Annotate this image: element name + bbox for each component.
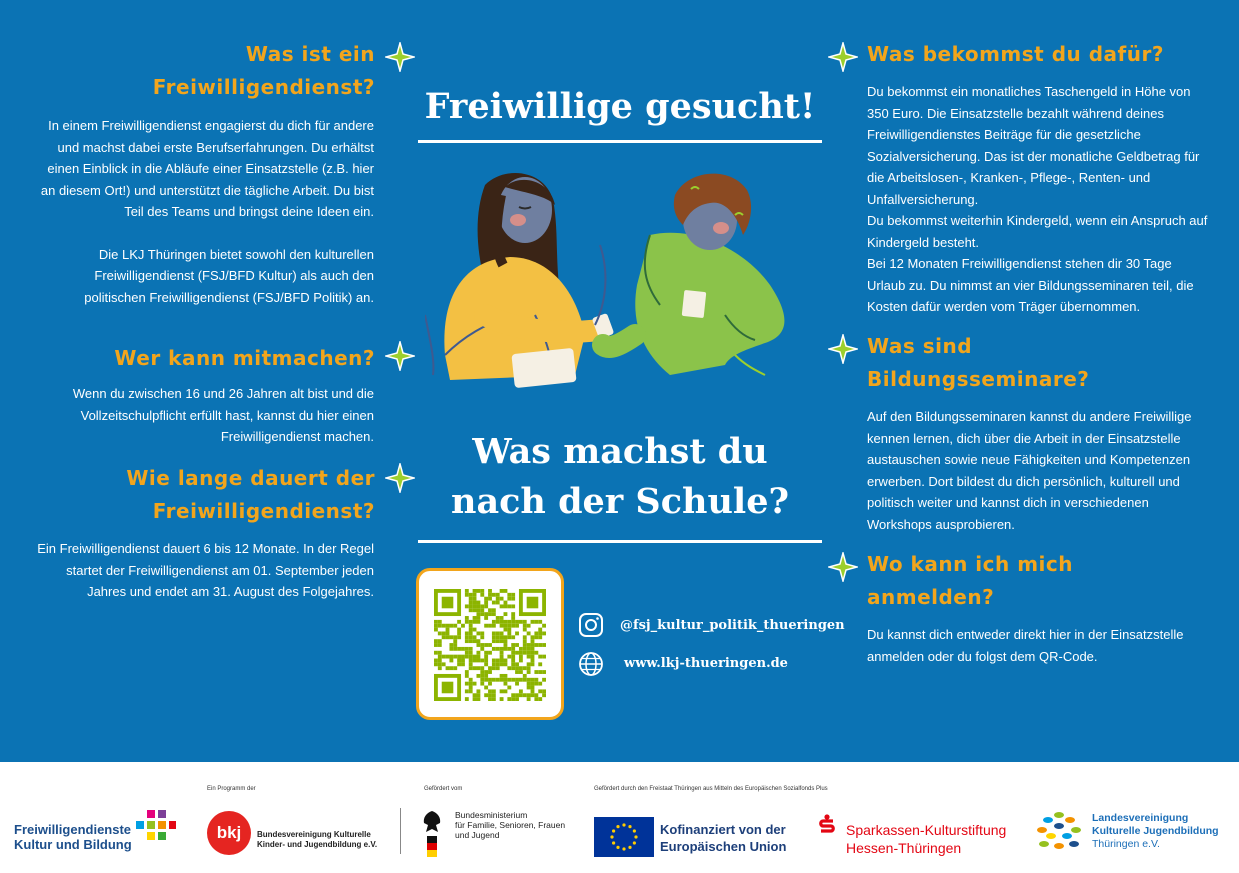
sparkle-icon xyxy=(385,463,415,493)
label-freistaat: Gefördert durch den Freistaat Thüringen aus Mitteln des Europäischen Sozialfonds Plus xyxy=(594,786,828,792)
heading-line: Wie lange dauert der xyxy=(126,466,375,490)
logo-fkb-text xyxy=(14,822,132,852)
heading-line: Was bekommst du dafür? xyxy=(867,42,1164,66)
sparkle-icon xyxy=(385,42,415,72)
fkb-squares-icon xyxy=(134,810,176,844)
text-was-ist xyxy=(30,115,374,308)
globe-icon[interactable] xyxy=(578,651,604,677)
eagle-icon xyxy=(420,808,444,860)
title-line: nach der Schule? xyxy=(451,481,789,522)
illustration-two-people xyxy=(425,165,810,390)
logo-lkj-text xyxy=(1092,812,1219,851)
sparkle-icon xyxy=(828,552,858,582)
heading-line: Bildungsseminare? xyxy=(867,367,1090,391)
label-programm: Ein Programm der xyxy=(207,786,256,792)
footer-logos xyxy=(0,762,1239,873)
paragraph: Ein Freiwilligendienst dauert 6 bis 12 Monate. In der Regel startet der Freiwilligendienst am 01. September jeden Jahres und endet am 31. August des Folgejahres. xyxy=(37,541,374,599)
divider xyxy=(418,140,822,143)
heading-was-ist xyxy=(120,38,375,104)
title-line: Was machst du xyxy=(472,431,768,472)
text-wo-anmelden xyxy=(867,624,1212,667)
sparkle-icon xyxy=(828,42,858,72)
logo-bkj-text xyxy=(257,830,377,850)
paragraph: Die LKJ Thüringen bietet sowohl den kulturellen Freiwilligendienst (FSJ/BFD Kultur) als auch den politischen Freiwilligendienst (FSJ/BFD Politik) an. xyxy=(84,246,374,305)
sparkle-icon xyxy=(385,341,415,371)
logo-line: Bundesministerium xyxy=(455,810,528,820)
logo-eu-text xyxy=(660,821,786,855)
logo-line: Kultur und Bildung xyxy=(14,837,132,852)
bmfsfj-divider xyxy=(400,808,401,854)
heading-bildungsseminare xyxy=(867,330,1227,396)
instagram-link[interactable]: @fsj_kultur_politik_thueringen xyxy=(620,618,845,633)
logo-line: Thüringen e.V. xyxy=(1092,838,1160,850)
heading-line: Was ist ein xyxy=(245,42,375,66)
text-was-bekommst xyxy=(867,81,1212,318)
heading-line: Wo kann ich mich xyxy=(867,552,1073,576)
label-gefoerdert: Gefördert vom xyxy=(424,786,463,792)
heading-wo-anmelden xyxy=(867,548,1227,614)
text-wie-lange xyxy=(30,538,374,603)
logo-line: Bundesvereinigung Kulturelle xyxy=(257,830,371,839)
qr-code-frame xyxy=(416,568,564,720)
divider xyxy=(418,540,822,543)
heading-line: Wer kann mitmachen? xyxy=(114,346,375,370)
text-bildungsseminare xyxy=(867,406,1212,535)
instagram-icon[interactable] xyxy=(578,612,604,638)
logo-line: Hessen-Thüringen xyxy=(846,840,962,856)
paragraph: Bei 12 Monaten Freiwilligendienst stehen dir 30 Tage Urlaub zu. Du nimmst an vier Bildungsseminaren teil, die Kosten dafür werden vom Träger übernommen. xyxy=(867,256,1194,314)
heading-line: Freiwilligendienst? xyxy=(152,499,375,523)
logo-line: Sparkassen-Kulturstiftung xyxy=(846,822,1007,838)
logo-line: Freiwilligendienste xyxy=(14,822,132,837)
logo-line: für Familie, Senioren, Frauen xyxy=(455,820,566,830)
sparkasse-s-icon xyxy=(818,814,836,838)
paragraph: Du bekommst weiterhin Kindergeld, wenn ein Anspruch auf Kindergeld besteht. xyxy=(867,213,1208,250)
website-link[interactable]: www.lkj-thueringen.de xyxy=(624,656,788,671)
paragraph: Auf den Bildungsseminaren kannst du andere Freiwillige kennen lernen, dich über die Arbeit in der Einsatzstelle austauschen sowie neue Fähigkeiten und Kompetenzen erwerben. Dort bildest du dich persönlich, kulturell und politisch weiter und kannst dich in verschiedenen Workshops ausprobieren. xyxy=(867,409,1192,532)
paragraph: Du bekommst ein monatliches Taschengeld in Höhe von 350 Euro. Die Einsatzstelle bezahlt während deines Freiwilligendienstes Beiträge für die gesetzliche Sozialversicherung. Das ist der monatliche Geldbetrag für die Arbeitslosen-, Kranken-, Pflege-, Renten- und Unfallversicherung. xyxy=(867,84,1200,207)
logo-line: Kinder- und Jugendbildung e.V. xyxy=(257,840,378,849)
heading-wie-lange xyxy=(100,462,375,528)
title-was-machst-du xyxy=(418,427,822,527)
bkj-mark: bkj xyxy=(216,823,242,842)
heading-line: Was sind xyxy=(867,334,973,358)
logo-sparkasse-text xyxy=(846,821,1006,857)
paragraph: Wenn du zwischen 16 und 26 Jahren alt bist und die Vollzeitschulpflicht erfüllt hast, kannst du hier einen Freiwilligendienst machen. xyxy=(72,386,374,444)
logo-line: und Jugend xyxy=(455,830,500,840)
paragraph: In einem Freiwilligendienst engagierst du dich für andere und machst dabei erste Berufserfahrungen. Du erhältst einen Einblick in die Abläufe einer Einsatzstelle (z.B. hier an diesem Ort!) und unterstützt die tägliche Arbeit. Du bist Teil des Teams und bringst deine Ideen ein. xyxy=(40,118,374,219)
heading-was-bekommst xyxy=(867,38,1227,71)
logo-line: Kofinanziert von der xyxy=(660,822,786,837)
heading-line: Freiwilligendienst? xyxy=(152,75,375,99)
sparkle-icon xyxy=(828,334,858,364)
logo-line: Europäischen Union xyxy=(660,839,787,854)
qr-code[interactable] xyxy=(434,589,546,701)
text-wer-kann xyxy=(30,383,374,448)
logo-line: Kulturelle Jugendbildung xyxy=(1092,825,1219,837)
heading-line: anmelden? xyxy=(867,585,995,609)
paragraph: Du kannst dich entweder direkt hier in der Einsatzstelle anmelden oder du folgst dem QR-Code. xyxy=(867,627,1184,664)
title-freiwillige-gesucht: Freiwillige gesucht! xyxy=(424,86,816,127)
logo-bmfsfj-text xyxy=(455,810,565,840)
heading-wer-kann xyxy=(100,342,375,375)
lkj-mosaic-icon xyxy=(1036,810,1082,854)
logo-line: Landesvereinigung xyxy=(1092,812,1189,824)
eu-flag-icon xyxy=(594,817,654,857)
